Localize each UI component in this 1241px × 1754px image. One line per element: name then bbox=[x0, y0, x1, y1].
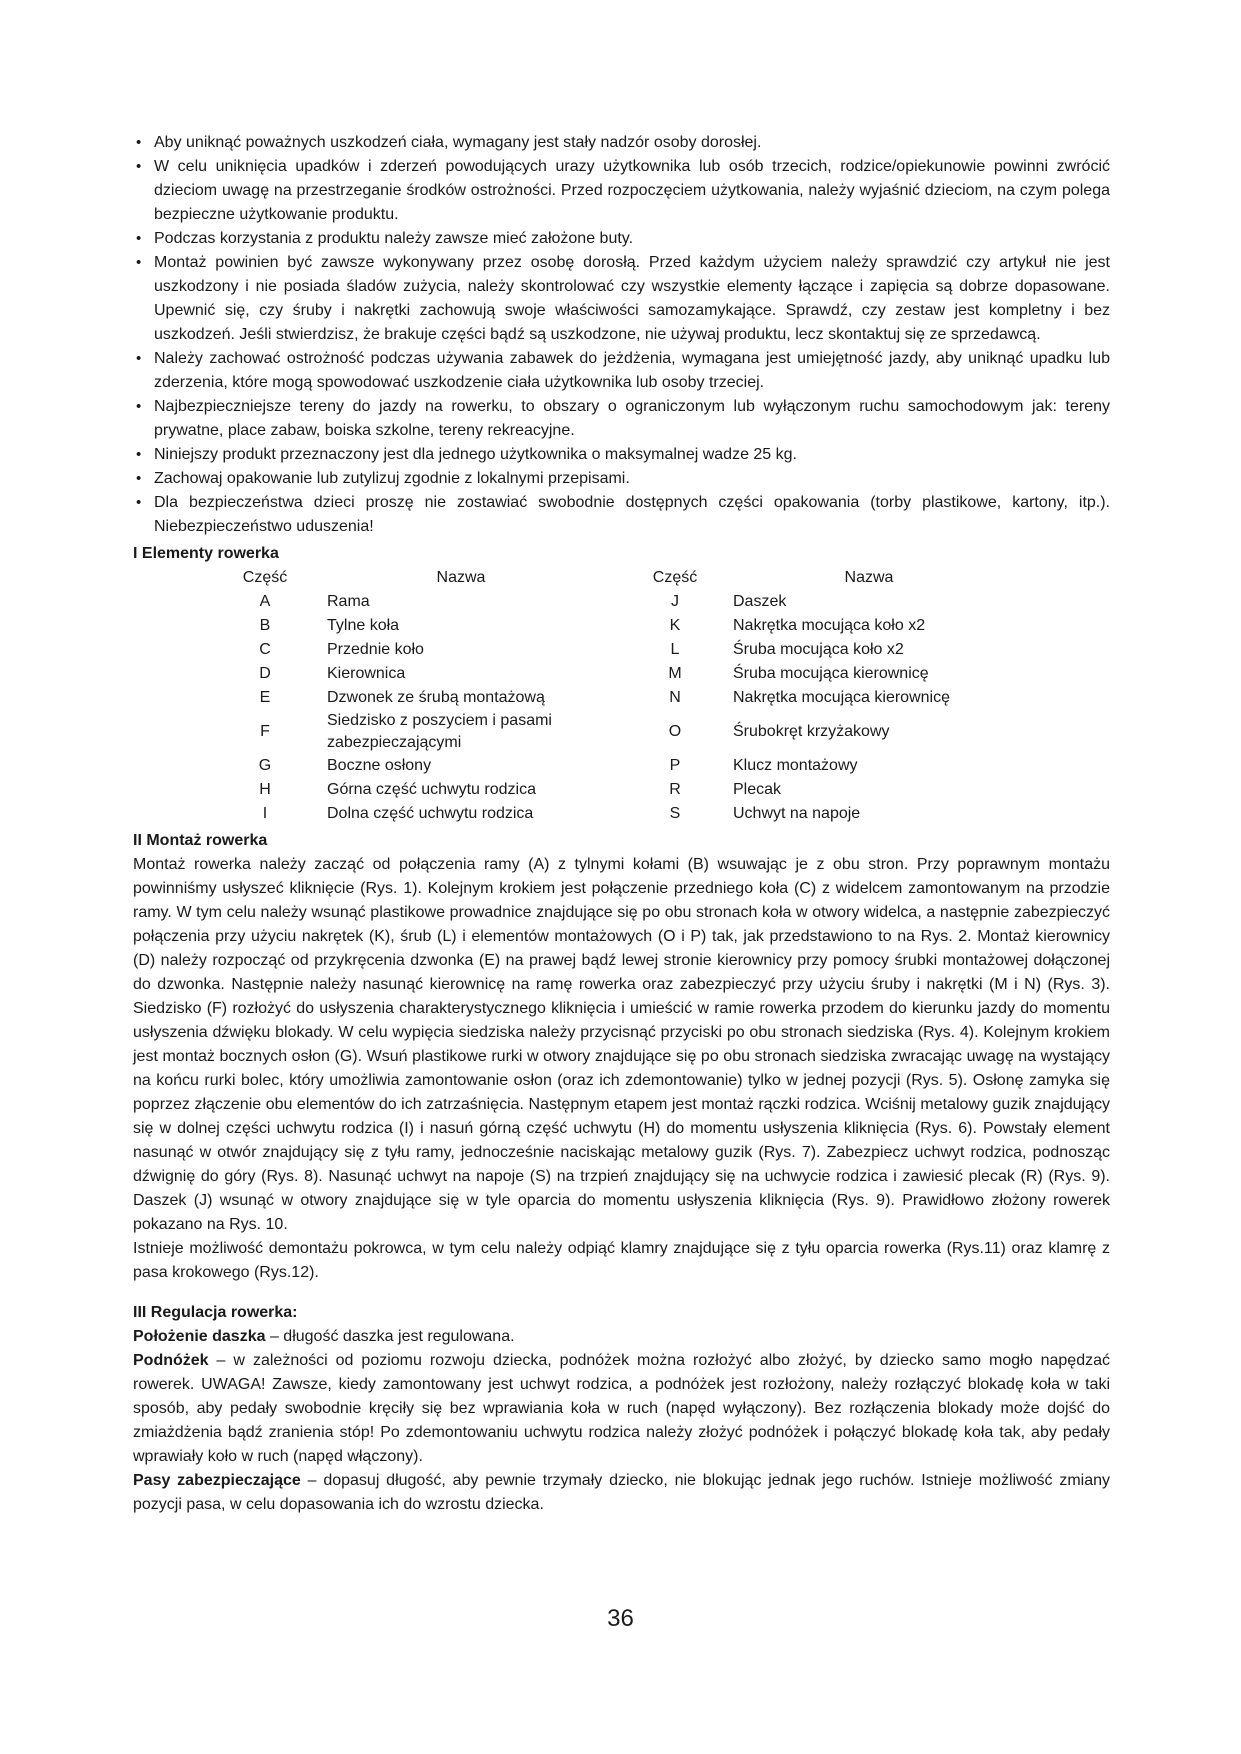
table-row bbox=[235, 686, 1033, 710]
part-name: Przednie koło bbox=[327, 641, 424, 658]
adjustment-belts bbox=[133, 1469, 1110, 1517]
table-row bbox=[235, 802, 1033, 826]
part-name: Śruba mocująca kierownicę bbox=[733, 665, 929, 682]
list-item: • Zachowaj opakowanie lub zutylizuj zgodnie z lokalnymi przepisami. bbox=[133, 467, 1110, 491]
list-item: • Najbezpieczniejsze tereny do jazdy na rowerku, to obszary o ograniczonym lub wyłączonym ruchu samochodowym jak: tereny prywatne, place zabaw, boiska szkolne, tereny rekreacyjne. bbox=[133, 395, 1110, 443]
table-row bbox=[235, 614, 1033, 638]
part-name: Daszek bbox=[733, 593, 787, 610]
section-title-elements: I Elementy rowerka bbox=[133, 545, 279, 562]
table-row bbox=[235, 590, 1033, 614]
adjustment-text: – długość daszka jest regulowana. bbox=[265, 1328, 515, 1345]
part-name: Uchwyt na napoje bbox=[733, 805, 861, 822]
part-code: G bbox=[258, 757, 272, 774]
column-header-name: Nazwa bbox=[436, 569, 486, 586]
list-item: • Podczas korzystania z produktu należy zawsze mieć założone buty. bbox=[133, 227, 1110, 251]
part-name: Dolna część uchwytu rodzica bbox=[327, 805, 534, 822]
part-code: F bbox=[260, 723, 270, 740]
adjustment-footrest bbox=[133, 1349, 1110, 1469]
adjustment-label: Podnóżek bbox=[133, 1352, 209, 1369]
part-code: R bbox=[669, 781, 681, 798]
adjustment-text: – dopasuj długość, aby pewnie trzymały dziecko, nie blokując jednak jego ruchów. Istnieje możliwość zmiany pozycji pasa, w celu dopasowania ich do wzrostu dziecka. bbox=[133, 1472, 1111, 1513]
adjustment-canopy bbox=[133, 1325, 1110, 1349]
part-name: Kierownica bbox=[327, 665, 406, 682]
adjustment-label: Położenie daszka bbox=[133, 1328, 266, 1345]
part-code: M bbox=[668, 665, 682, 682]
list-item: • Aby uniknąć poważnych uszkodzeń ciała, wymagany jest stały nadzór osoby dorosłej. bbox=[133, 131, 1110, 155]
adjustment-label: Pasy zabezpieczające bbox=[133, 1472, 301, 1489]
safety-bullet-list bbox=[133, 131, 1110, 539]
list-item: • Niniejszy produkt przeznaczony jest dla jednego użytkownika o maksymalnej wadze 25 kg. bbox=[133, 443, 1110, 467]
part-name: Plecak bbox=[733, 781, 782, 798]
part-name: Śruba mocująca koło x2 bbox=[733, 641, 904, 658]
table-row bbox=[235, 638, 1033, 662]
section-title-adjustment: III Regulacja rowerka: bbox=[133, 1304, 298, 1321]
part-code: C bbox=[259, 641, 271, 658]
cover-removal-paragraph: Istnieje możliwość demontażu pokrowca, w tym celu należy odpiąć klamry znajdujące się z tyłu oparcia rowerka (Rys.11) oraz klamrę z pasa krokowego (Rys.12). bbox=[133, 1240, 1110, 1281]
list-item: • W celu uniknięcia upadków i zderzeń powodujących urazy użytkownika lub osób trzecich, rodzice/opiekunowie powinni zwrócić dzieciom uwagę na przestrzeganie środków ostrożności. Przed rozpoczęciem użytkowania, należy wyjaśnić dzieciom, na czym polega bezpieczne użytkowanie produktu. bbox=[133, 155, 1110, 227]
column-header-name: Nazwa bbox=[844, 569, 894, 586]
part-name: Dzwonek ze śrubą montażową bbox=[327, 689, 545, 706]
part-code: K bbox=[669, 617, 681, 634]
part-code: P bbox=[669, 757, 681, 774]
page-number: 36 bbox=[607, 1605, 634, 1632]
part-name: Rama bbox=[327, 593, 370, 610]
table-header-row bbox=[235, 566, 1033, 590]
part-code: L bbox=[670, 641, 680, 658]
part-code: I bbox=[262, 805, 268, 822]
parts-table bbox=[235, 566, 1033, 826]
part-name: Klucz montażowy bbox=[733, 757, 858, 774]
part-code: H bbox=[259, 781, 271, 798]
column-header-part: Część bbox=[652, 569, 698, 586]
part-code: N bbox=[669, 689, 681, 706]
part-code: O bbox=[668, 723, 682, 740]
part-code: A bbox=[259, 593, 271, 610]
part-code: E bbox=[259, 689, 271, 706]
page-content bbox=[133, 131, 1110, 1517]
part-code: J bbox=[671, 593, 679, 610]
section-title-assembly: II Montaż rowerka bbox=[133, 832, 268, 849]
part-name: Siedzisko z poszyciem i pasami zabezpieczającymi bbox=[327, 712, 552, 751]
part-code: B bbox=[259, 617, 271, 634]
table-row bbox=[235, 710, 1033, 754]
part-name: Śrubokręt krzyżakowy bbox=[733, 723, 890, 740]
table-row bbox=[235, 778, 1033, 802]
part-name: Boczne osłony bbox=[327, 757, 432, 774]
adjustment-text: – w zależności od poziomu rozwoju dziecka, podnóżek można rozłożyć albo złożyć, by dziecko samo mogło napędzać rowerek. UWAGA! Zawsze, kiedy zamontowany jest uchwyt rodzica, a podnóżek jest rozłożony, należy rozłączyć blokadę koła w taki sposób, aby pedały swobodnie kręciły się bez wprawiania koła w ruch (napęd wyłączony). Bez rozłączenia blokady może dojść do zmiażdżenia bądź zranienia stóp! Po zdemontowaniu uchwytu rodzica należy złożyć podnóżek i połączyć blokadę koła tak, aby pedały wprawiały koło w ruch (napęd włączony). bbox=[133, 1352, 1110, 1465]
part-code: S bbox=[669, 805, 681, 822]
part-name: Górna część uchwytu rodzica bbox=[327, 781, 536, 798]
section-spacer bbox=[133, 1285, 1110, 1298]
part-code: D bbox=[259, 665, 271, 682]
table-row bbox=[235, 662, 1033, 686]
list-item: • Montaż powinien być zawsze wykonywany przez osobę dorosłą. Przed każdym użyciem należy sprawdzić czy artykuł nie jest uszkodzony i nie posiada śladów zużycia, należy skontrolować czy wszystkie elementy łączące i zapięcia są dobrze dopasowane. Upewnić się, czy śruby i nakrętki zachowują swoje właściwości samozamykające. Sprawdź, czy zestaw jest kompletny i bez uszkodzeń. Jeśli stwierdzisz, że brakuje części bądź są uszkodzone, nie używaj produktu, lecz skontaktuj się ze sprzedawcą. bbox=[133, 251, 1110, 347]
column-header-part: Część bbox=[242, 569, 288, 586]
part-name: Tylne koła bbox=[327, 617, 400, 634]
list-item: • Należy zachować ostrożność podczas używania zabawek do jeżdżenia, wymagana jest umiejętność jazdy, aby uniknąć upadku lub zderzenia, które mogą spowodować uszkodzenie ciała użytkownika lub osoby trzeciej. bbox=[133, 347, 1110, 395]
list-item: • Dla bezpieczeństwa dzieci proszę nie zostawiać swobodnie dostępnych części opakowania (torby plastikowe, kartony, itp.). Niebezpieczeństwo uduszenia! bbox=[133, 491, 1110, 539]
table-row bbox=[235, 754, 1033, 778]
assembly-paragraph: Montaż rowerka należy zacząć od połączenia ramy (A) z tylnymi kołami (B) wsuwając je z obu stron. Przy poprawnym montażu powinniśmy usłyszeć kliknięcie (Rys. 1). Kolejnym krokiem jest połączenie przedniego koła (C) z widelcem zamontowanym na przodzie ramy. W tym celu należy wsunąć plastikowe prowadnice znajdujące się po obu stronach koła w otwory widelca, a następnie zabezpieczyć połączenia przy użyciu nakrętek (K), śrub (L) i elementów montażowych (O i P) tak, jak przedstawiono to na Rys. 2. Montaż kierownicy (D) należy rozpocząć od przykręcenia dzwonka (E) na prawej bądź lewej stronie kierownicy przy pomocy śrubki montażowej dołączonej do dzwonka. Następnie należy nasunąć kierownicę na ramę rowerka oraz zabezpieczyć przy użyciu śruby i nakrętki (M i N) (Rys. 3). Siedzisko (F) rozłożyć do usłyszenia charakterystycznego kliknięcia i umieścić w ramie rowerka przodem do kierunku jazdy do momentu usłyszenia dźwięku blokady. W celu wypięcia siedziska należy przycisnąć przyciski po obu stronach siedziska (Rys. 4). Kolejnym krokiem jest montaż bocznych osłon (G). Wsuń plastikowe rurki w otwory znajdujące się po obu stronach siedziska zwracając uwagę na wystający na końcu rurki bolec, który umożliwia zamontowanie osłon (oraz ich zdemontowanie) tylko w jednej pozycji (Rys. 5). Osłonę zamyka się poprzez złączenie obu elementów do ich zatrzaśnięcia. Następnym etapem jest montaż rączki rodzica. Wciśnij metalowy guzik znajdujący się w dolnej części uchwytu rodzica (I) i nasuń górną część uchwytu (H) do momentu usłyszenia kliknięcia (Rys. 6). Powstały element nasunąć w otwór znajdujący się z tyłu ramy, jednocześnie naciskając metalowy guzik (Rys. 7). Zabezpiecz uchwyt rodzica, podnosząc dźwignię do góry (Rys. 8). Nasunąć uchwyt na napoje (S) na trzpień znajdujący się na uchwycie rodzica i zawiesić plecak (R) (Rys. 9). Daszek (J) wsunąć w otwory znajdujące się w tyle oparcia do momentu usłyszenia kliknięcia (Rys. 9). Prawidłowo złożony rowerek pokazano na Rys. 10. bbox=[133, 856, 1110, 1233]
part-name: Nakrętka mocująca koło x2 bbox=[733, 617, 926, 634]
part-name: Nakrętka mocująca kierownicę bbox=[733, 689, 950, 706]
